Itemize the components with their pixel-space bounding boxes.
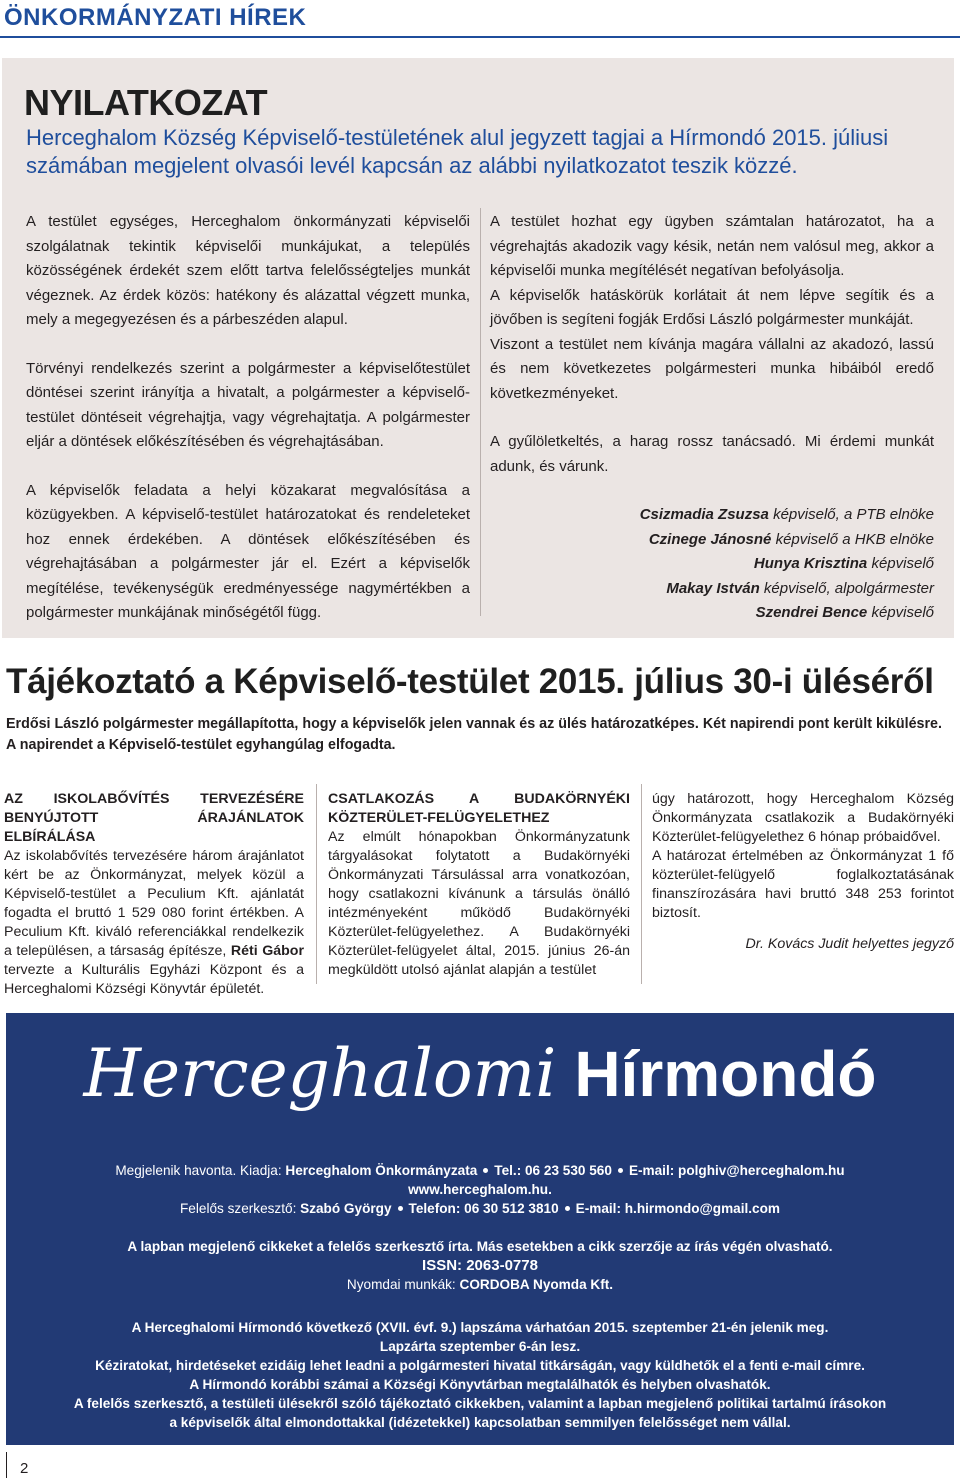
article-text: Az iskolabővítés tervezésére három árajánlatot kért be az Önkormányzat, melyek közül a Képviselő-testület a Peculium Kft. ajánlatát fogadta el bruttó 1 529 080 forint értékben. A Peculium Kft. kiváló referenciákkal rendelkezik a településen, a társaság építésze, [4,848,304,959]
column-divider [641,784,642,984]
info-line [6,1161,954,1180]
bullet-icon [483,1168,488,1173]
info-line: Lapzárta szeptember 6-án lesz. [379,1339,581,1354]
article-body: Az elmúlt hónapokban Önkormányzatunk tárgyalásokat folytatott a Budakörnyéki Önkormányzati Társulással arra vonatkozóan, hogy csatlakozni kívánunk a társulás önálló intézményeként működő Budakörnyéki Közterület-felügyelethez. A Budakörnyéki Közterület-felügyelet által, 2015. június 26-án megküldött utolsó ajánlat alapján a testület [328,829,630,978]
info-text: Nyomdai munkák: [346,1277,460,1292]
paragraph: A képviselők hatáskörük korlátait át nem lépve segítik és a jövőben is segíteni fogják Erdősi László polgármester munkáját. [490,286,934,328]
tajekoztato-intro: Erdősi László polgármester megállapította, hogy a képviselők jelen vannak és az ülés határozatképes. Két napirendi pont került kikülésre. A napirendet a Képviselő-testület egyhangúlag elfogadta. [6,716,942,753]
signature-role: képviselő, alpolgármester [763,579,934,597]
printer-name: CORDOBA Nyomda Kft. [459,1277,614,1292]
signature [490,528,934,553]
signature-name: Csizmadia Zsuzsa [639,506,769,523]
page-number: 2 [20,1460,29,1477]
masthead-logo [6,1035,954,1112]
article-heading: AZ ISKOLABŐVÍTÉS TERVEZÉSÉRE BENYÚJTOTT ÁRAJÁNLATOK ELBÍRÁLÁSA [4,791,304,845]
nyilatkozat-title: NYILATKOZAT [24,82,268,123]
info-text: Felelős szerkesztő: [180,1201,301,1216]
signature-name: Czinege Jánosné [648,530,772,548]
paragraph: A testület egységes, Herceghalom önkormányzati képviselői szolgálatnak tekintik képviselői munkájukat, a település közösségének érdekét szem előtt tartva felelősségteljes munkát végeznek. Az érdek közös: hatékony és alázattal végzett munka, mely a megegyezésen és a párbeszéden alapul. [26,213,470,328]
paragraph: Viszont a testület nem kívánja magára vállalni az akadozó, lassú és nem következetes polgármesteri munka hibáiból eredő következményeket. [490,335,934,402]
article-body: A határozat értelmében az Önkormányzat 1 fő közterület-felügyelő foglalkoztatásának finanszírozására havi bruttó 348 253 forintot biztosít. [652,848,954,921]
masthead-plain: Hírmondó [574,1038,877,1110]
signature [490,601,934,626]
article-column-3 [652,790,954,954]
signature-name: Makay István [666,579,760,597]
article-text: tervezte a Kulturális Egyházi Központ és a Herceghalomi Községi Könyvtár épületét. [4,962,304,997]
paragraph: A testület hozhat egy ügyben számtalan határozatot, ha a végrehajtás akadozik vagy késik, netán nem valósul meg, akkor a képviselői munka megítélését negatívan befolyásolja. [490,213,934,279]
signature-list [490,503,934,626]
nyilatkozat-right-column [490,210,934,626]
signature-name: Szendrei Bence [755,604,868,621]
article-heading: CSATLAKOZÁS A BUDAKÖRNYÉKI KÖZTERÜLET-FELÜGYELETHEZ [328,791,630,826]
next-issue-info [6,1318,954,1432]
tajekoztato-title: Tájékoztató a Képviselő-testület 2015. július 30-i üléséről [6,662,934,701]
signature-role: képviselő, a PTB elnöke [773,506,934,523]
paragraph: A gyűlöletkeltés, a harag rossz tanácsadó. Mi érdemi munkát adunk, és várunk. [490,433,934,475]
section-rule [0,36,960,38]
website-link[interactable]: www.herceghalom.hu. [408,1182,552,1197]
nyilatkozat-intro: Herceghalom Község Képviselő-testületének alul jegyzett tagjai a Hírmondó 2015. júliusi számában megjelent olvasói levél kapcsán az alábbi nyilatkozatot teszik közzé. [26,125,889,178]
info-text: Megjelenik havonta. Kiadja: [115,1163,286,1178]
issn: ISSN: 2063-0778 [422,1257,538,1274]
bullet-icon [398,1206,403,1211]
issn-info [6,1237,954,1294]
signature-role: képviselő a HKB elnöke [775,530,934,548]
paragraph: Törvényi rendelkezés szerint a polgármester a képviselőtestület döntései szerint irányítja a hivatalt, a polgármester a képviselő-testület döntéseit végrehajtja, vagy végrehajtatja. A polgármester eljár a döntések előkészítésében és végrehajtásában. [26,359,470,450]
nyilatkozat-box [2,58,954,638]
signature [490,552,934,577]
signature-role: képviselő [871,604,934,621]
section-header [0,0,960,40]
editor-name: Szabó György [300,1201,392,1216]
publisher-name: Herceghalom Önkormányzata [285,1163,478,1178]
info-line: A lapban megjelenő cikkeket a felelős szerkesztő írta. Más esetekben a cikk szerzője az írás végén olvasható. [127,1239,833,1254]
signature-name: Hunya Krisztina [753,555,868,572]
info-line [6,1275,954,1294]
article-bold-name: Réti Gábor [230,943,304,959]
info-line: Kéziratokat, hirdetéseket ezidáig lehet leadni a polgármesteri hivatal titkárságán, vagy küldhetők el a fenti e-mail címre. [95,1358,865,1373]
phone: Telefon: 06 30 512 3810 [408,1201,559,1216]
article-body: úgy határozott, hogy Herceghalom Község Önkormányzata csatlakozik a Budakörnyéki Közterület-felügyelethez 6 hónap próbaidővel. [652,791,954,845]
article-signature: Dr. Kovács Judit helyettes jegyző [745,936,954,952]
bullet-icon [618,1168,623,1173]
nyilatkozat-left-column [26,210,470,650]
info-line: A felelős szerkesztő, a testületi ülésekről szóló tájékoztató cikkekben, valamint a lapban megjelenő politikai tartalmú írásokon [73,1396,887,1411]
article-column-1 [4,790,304,999]
section-title: ÖNKORMÁNYZATI HÍREK [4,4,307,31]
info-line: A Hírmondó korábbi számai a Községi Könyvtárban megtalálhatók és helyben olvashatók. [189,1377,771,1392]
publisher-info [6,1161,954,1218]
info-line [6,1199,954,1218]
paragraph: A képviselők feladata a helyi közakarat megvalósítása a közügyekben. A képviselő-testület határozatokat és rendeleteket hoz ennek érdekében. A döntések előkészítésében és végrehajtásában a polgármester jár el. Ezért a képviselők megítélése, tevékenységük eredményessége nagymértékben a polgármester munkájának minőségétől függ. [26,481,470,621]
column-divider [480,208,481,616]
page-number-rule [6,1452,7,1478]
signature [490,577,934,602]
phone: Tel.: 06 23 530 560 [494,1163,612,1178]
info-line: a képviselők által elmondottakkal (idézetekkel) kapcsolatban semmilyen felelősséget nem vállal. [169,1415,791,1430]
email: E-mail: h.hirmondo@gmail.com [575,1201,780,1216]
masthead-script: Herceghalomi [83,1035,557,1112]
article-column-2 [328,790,630,980]
article-body [4,847,304,999]
column-divider [316,784,317,984]
signature-role: képviselő [871,555,934,572]
info-line: A Herceghalomi Hírmondó következő (XVII. évf. 9.) lapszáma várhatóan 2015. szeptember 21-én jelenik meg. [131,1320,829,1335]
bullet-icon [565,1206,570,1211]
email: E-mail: polghiv@herceghalom.hu [628,1163,845,1178]
signature [490,503,934,528]
publication-banner [6,1013,954,1445]
